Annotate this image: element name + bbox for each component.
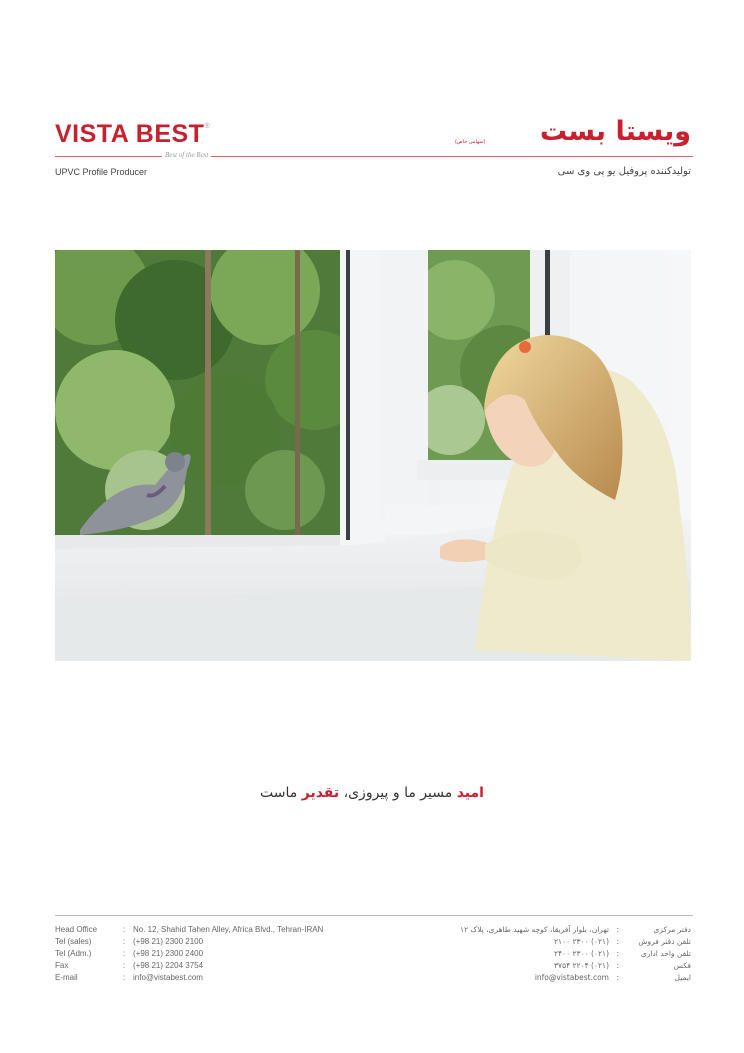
contact-row-fa-sales <box>460 936 691 948</box>
slogan-hope: امید <box>456 785 484 801</box>
header-divider <box>55 156 693 157</box>
contact-row-tel-sales <box>55 936 323 948</box>
brand-tagline: Best of the Best <box>162 151 211 159</box>
brand-logo-en <box>55 120 210 149</box>
contact-row-fa-admin <box>460 948 691 960</box>
contact-email-link[interactable]: info@vistabest.com <box>133 973 203 982</box>
hero-photo <box>55 250 691 661</box>
contact-value-fa: تهران، بلوار آفریقا، کوچه شهید طاهری، پلاک ۱۲ <box>460 925 609 934</box>
contact-row-head-office <box>55 924 323 936</box>
contact-label: Head Office <box>55 925 98 934</box>
contact-row-fa-head-office <box>460 924 691 936</box>
slogan-middle: مسیر ما و پیروزی، <box>339 785 457 801</box>
contact-colon: : <box>616 937 619 946</box>
registered-mark: ® <box>204 123 211 130</box>
brand-subtitle-fa: تولیدکننده پروفیل یو پی وی سی <box>557 166 691 177</box>
contact-label: Tel (Adm.) <box>55 949 92 958</box>
contact-value: (+98 21) 2300 2100 <box>133 937 204 946</box>
contact-label-fa: فکس <box>673 961 691 970</box>
contact-row-fax <box>55 960 323 972</box>
contact-colon: : <box>123 937 126 946</box>
contact-colon: : <box>616 961 619 970</box>
contact-value: No. 12, Shahid Tahen Alley, Africa Blvd., Tehran-IRAN <box>133 925 324 934</box>
contact-row-tel-adm <box>55 948 323 960</box>
contact-value: (+98 21) 2204 3754 <box>133 961 204 970</box>
contact-row-fa-fax <box>460 960 691 972</box>
contact-row-fa-email <box>460 972 691 984</box>
contact-label: Fax <box>55 961 69 970</box>
brand-company-type-fa: (سهامی خاص) <box>455 139 486 145</box>
contact-label-fa: تلفن دفتر فروش <box>638 937 691 946</box>
contact-row-email <box>55 972 323 984</box>
brand-logo-fa: ویستا بست <box>539 116 691 147</box>
contacts-fa <box>460 924 691 984</box>
contact-value-fa: (۰۲۱) ۲۲۰۴ ۳۷۵۴ <box>554 961 609 970</box>
contact-colon: : <box>123 949 126 958</box>
contact-label-fa: دفتر مرکزی <box>653 925 691 934</box>
footer-divider <box>55 915 693 916</box>
slogan-end: ماست <box>260 785 302 801</box>
contacts-en <box>55 924 323 984</box>
contact-colon: : <box>616 949 619 958</box>
slogan <box>0 785 744 801</box>
contact-value-fa: (۰۲۱) ۲۳۰۰ ۲۱۰۰ <box>554 937 609 946</box>
contact-email-link-fa[interactable]: info@vistabest.com <box>534 973 609 982</box>
contact-label-fa: تلفن واحد اداری <box>640 949 691 958</box>
brand-name-en: VISTA BEST <box>55 120 205 148</box>
contact-colon: : <box>123 973 126 982</box>
contact-colon: : <box>123 925 126 934</box>
contact-colon: : <box>616 973 619 982</box>
contact-value: (+98 21) 2300 2400 <box>133 949 204 958</box>
contact-value-fa: (۰۲۱) ۲۳۰۰ ۲۴۰۰ <box>554 949 609 958</box>
slogan-destiny: تقدیر <box>301 785 340 801</box>
contact-colon: : <box>616 925 619 934</box>
contact-label: E-mail <box>55 973 78 982</box>
brand-subtitle-en: UPVC Profile Producer <box>55 167 148 177</box>
contact-label: Tel (sales) <box>55 937 92 946</box>
contact-colon: : <box>123 961 126 970</box>
contact-label-fa: ایمیل <box>674 973 691 982</box>
